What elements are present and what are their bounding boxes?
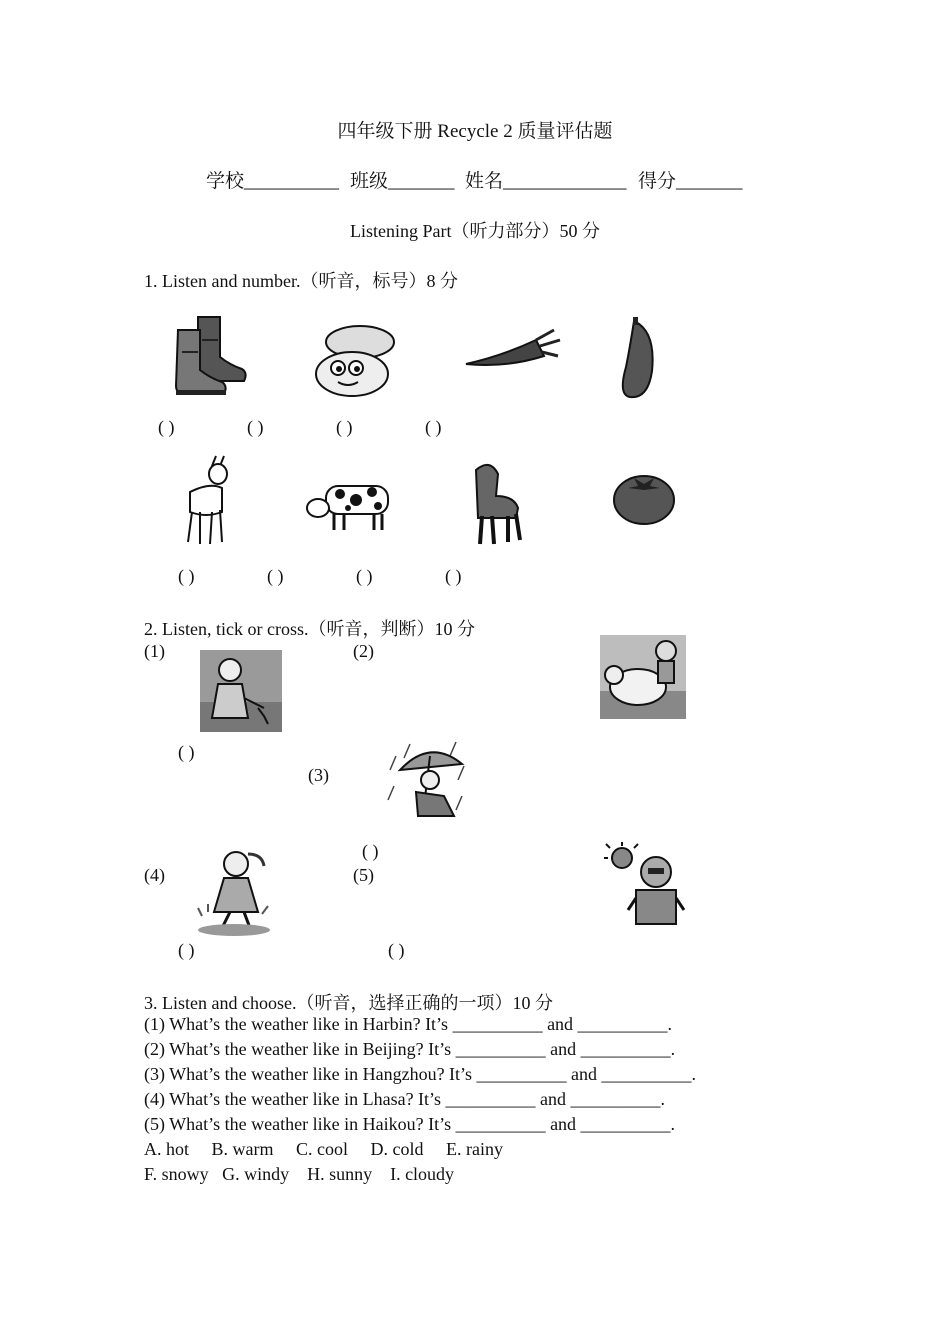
cucumber-icon xyxy=(614,315,664,405)
q2-label-2: (2) xyxy=(353,641,374,661)
girl-puddle-picture xyxy=(192,842,276,938)
answer-paren[interactable]: ( ) xyxy=(425,417,442,437)
answer-paren[interactable]: ( ) xyxy=(158,417,175,437)
q3-question[interactable]: (3) What’s the weather like in Hangzhou? It’s __________ and __________. xyxy=(144,1064,697,1084)
slippers-icon xyxy=(310,312,405,402)
page-title: 四年级下册 Recycle 2 质量评估题 xyxy=(337,121,613,142)
rainy-umbrella-picture xyxy=(386,736,470,820)
q3-question[interactable]: (5) What’s the weather like in Haikou? It’s __________ and __________. xyxy=(144,1114,676,1134)
carrot-icon xyxy=(462,326,562,372)
answer-paren[interactable]: ( ) xyxy=(362,841,379,861)
school-field[interactable]: 学校__________ xyxy=(206,171,340,192)
answer-paren[interactable]: ( ) xyxy=(445,566,462,586)
name-field[interactable]: 姓名_____________ xyxy=(465,171,627,192)
girl-watering-picture xyxy=(200,650,282,732)
answer-paren[interactable]: ( ) xyxy=(247,417,264,437)
horse-icon xyxy=(466,458,528,548)
answer-paren[interactable]: ( ) xyxy=(336,417,353,437)
tomato-icon xyxy=(612,468,676,526)
goat-icon xyxy=(176,452,236,550)
q2-label-5: (5) xyxy=(353,865,374,885)
q3-heading: 3. Listen and choose.（听音，选择正确的一项）10 分 xyxy=(144,993,553,1013)
answer-paren[interactable]: ( ) xyxy=(178,566,195,586)
q3-question[interactable]: (4) What’s the weather like in Lhasa? It’s __________ and __________. xyxy=(144,1089,666,1109)
score-field[interactable]: 得分_______ xyxy=(638,171,743,192)
hot-sunny-picture xyxy=(604,842,694,932)
sheep-boy-picture xyxy=(600,635,686,719)
boots-icon xyxy=(168,312,250,402)
answer-paren[interactable]: ( ) xyxy=(178,742,195,762)
q1-heading: 1. Listen and number.（听音，标号）8 分 xyxy=(144,271,458,291)
answer-paren[interactable]: ( ) xyxy=(356,566,373,586)
q2-heading: 2. Listen, tick or cross.（听音，判断）10 分 xyxy=(144,619,475,639)
answer-paren[interactable]: ( ) xyxy=(267,566,284,586)
q3-options-line-1: A. hot B. warm C. cool D. cold E. rainy xyxy=(144,1139,503,1159)
q2-label-4: (4) xyxy=(144,865,165,885)
q2-label-3: (3) xyxy=(308,765,329,785)
class-field[interactable]: 班级_______ xyxy=(350,171,455,192)
answer-paren[interactable]: ( ) xyxy=(388,940,405,960)
cow-icon xyxy=(304,478,396,534)
q2-label-1: (1) xyxy=(144,641,165,661)
q3-question[interactable]: (2) What’s the weather like in Beijing? It’s __________ and __________. xyxy=(144,1039,676,1059)
q3-question[interactable]: (1) What’s the weather like in Harbin? It’s __________ and __________. xyxy=(144,1014,673,1034)
listening-part-header: Listening Part（听力部分）50 分 xyxy=(350,221,600,241)
q3-options-line-2: F. snowy G. windy H. sunny I. cloudy xyxy=(144,1164,455,1184)
answer-paren[interactable]: ( ) xyxy=(178,940,195,960)
